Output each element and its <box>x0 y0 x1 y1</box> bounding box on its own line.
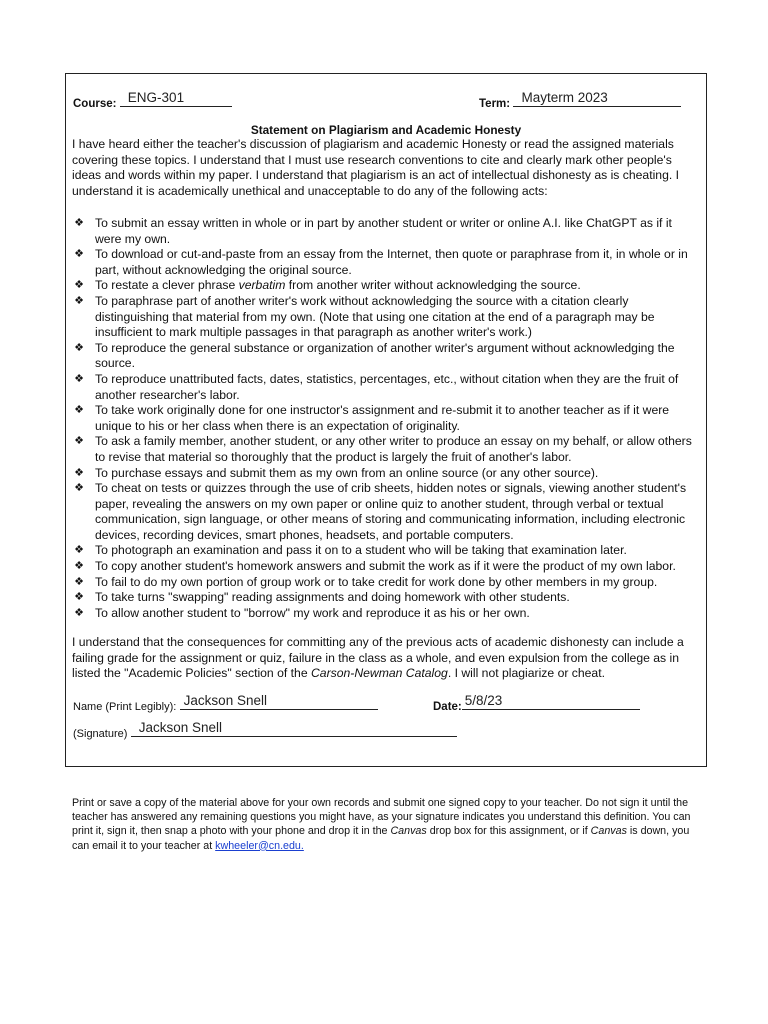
date-value: 5/8/23 <box>464 693 503 708</box>
intro-paragraph: I have heard either the teacher's discussion of plagiarism and academic Honesty or read the assigned materials covering these topics. I understand that I must use research conventions to cite and clearly mark other people's ideas and words within my paper. I understand that plagiarism is an act of intellectual dishonesty as is cheating. I understand it is academically unethical and unacceptable to do any of the following acts: <box>72 137 679 198</box>
list-item: ❖ To purchase essays and submit them as my own from an online source (or any other source). <box>72 466 700 482</box>
list-item: ❖ To take turns "swapping" reading assignments and doing homework with other students. <box>72 590 700 606</box>
diamond-bullet-icon: ❖ <box>74 372 84 385</box>
catalog-name: Carson-Newman Catalog <box>310 666 448 681</box>
diamond-bullet-icon: ❖ <box>74 404 84 417</box>
list-item: ❖ To fail to do my own portion of group work or to take credit for work done by other members in my group. <box>72 575 700 591</box>
diamond-bullet-icon: ❖ <box>74 606 84 619</box>
statement-title: Statement on Plagiarism and Academic Honesty <box>250 123 522 137</box>
diamond-bullet-icon: ❖ <box>74 341 84 354</box>
diamond-bullet-icon: ❖ <box>74 560 84 573</box>
list-item: ❖ To ask a family member, another student, or any other writer to produce an essay on my behalf, or allow others to revise that material so thoroughly that the product is largely the fruit of another's labor. <box>72 434 700 465</box>
list-item: ❖ To copy another student's homework answers and submit the work as if it were the product of my own labor. <box>72 559 700 575</box>
footer-instructions: Print or save a copy of the material above for your own records and submit one signed copy to your teacher. Do not sign it until the teacher has answered any remaining questions you might have, as your signature indicates you understand this definition. You can print it, sign it, then snap a photo with your phone and drop it in the Canvas drop box for this assignment, or if Canvas is down, you can email it to your teacher at kwheeler@cn.edu. <box>72 797 691 852</box>
list-item: ❖ To reproduce the general substance or organization of another writer's argument without acknowledging the source. <box>72 341 700 372</box>
date-field <box>433 695 640 713</box>
diamond-bullet-icon: ❖ <box>74 248 84 261</box>
list-item: ❖ To allow another student to "borrow" my work and reproduce it as his or her own. <box>72 606 700 622</box>
term-input[interactable] <box>513 92 681 107</box>
diamond-bullet-icon: ❖ <box>74 544 84 557</box>
course-value: ENG-301 <box>127 90 185 105</box>
diamond-bullet-icon: ❖ <box>74 482 84 495</box>
list-item: ❖ To cheat on tests or quizzes through the use of crib sheets, hidden notes or signals, viewing another student's paper, revealing the answers on my own paper or online quiz to another student, through verbal or textual communication, sign language, or other means of storing and communicating information, including electronic devices, recording devices, smart phones, headsets, and portable computers. <box>72 481 700 543</box>
diamond-bullet-icon: ❖ <box>74 466 84 479</box>
diamond-bullet-icon: ❖ <box>74 435 84 448</box>
course-input[interactable] <box>120 92 232 107</box>
list-item: ❖ To submit an essay written in whole or in part by another student or writer or online A.I. like ChatGPT as if it were my own. <box>72 216 700 247</box>
list-item: ❖ To photograph an examination and pass it on to a student who will be taking that examination later. <box>72 543 700 559</box>
term-field <box>479 92 681 110</box>
course-label: Course: <box>73 98 117 110</box>
diamond-bullet-icon: ❖ <box>74 217 84 229</box>
name-value: Jackson Snell <box>183 693 267 708</box>
teacher-email-link[interactable]: kwheeler@cn.edu. <box>215 839 304 852</box>
list-item: ❖ To restate a clever phrase verbatim from another writer without acknowledging the source. <box>72 278 700 294</box>
signature-value: Jackson Snell <box>138 720 223 735</box>
date-input[interactable] <box>462 695 640 710</box>
acts-list <box>72 216 700 621</box>
diamond-bullet-icon: ❖ <box>74 591 84 604</box>
term-value: Mayterm 2023 <box>521 90 608 105</box>
list-item: ❖ To paraphrase part of another writer's work without acknowledging the source with a citation clearly distinguishing that material from my own. (Note that using one citation at the end of a paragraph may be insufficient to mark multiple passages in that paragraph as another writer's work.) <box>72 294 700 341</box>
name-field <box>73 695 378 713</box>
course-field <box>73 92 232 110</box>
diamond-bullet-icon: ❖ <box>74 575 84 588</box>
list-item: ❖ To reproduce unattributed facts, dates, statistics, percentages, etc., without citation when they are the fruit of another researcher's labor. <box>72 372 700 403</box>
term-label: Term: <box>479 98 511 110</box>
signature-field <box>73 722 457 740</box>
signature-input[interactable] <box>131 722 457 737</box>
date-label: Date: <box>433 701 462 713</box>
signature-label: (Signature) <box>73 728 128 740</box>
diamond-bullet-icon: ❖ <box>74 294 84 307</box>
consequences-paragraph: I understand that the consequences for committing any of the previous acts of academic dishonesty can include a failing grade for the assignment or quiz, failure in the class as a whole, and even expulsion from the college as in listed the "Academic Policies" section of the Carson-Newman Catalog. I will not plagiarize or cheat. <box>72 635 684 681</box>
statement-form <box>65 73 707 767</box>
diamond-bullet-icon: ❖ <box>74 279 84 292</box>
name-input[interactable] <box>180 695 378 710</box>
name-label: Name (Print Legibly): <box>73 701 177 713</box>
list-item: ❖ To download or cut-and-paste from an essay from the Internet, then quote or paraphrase from it, in whole or in part, without acknowledging the original source. <box>72 247 700 278</box>
list-item: ❖ To take work originally done for one instructor's assignment and re-submit it to another teacher as if it were unique to his or her class when there is an expectation of originality. <box>72 403 700 434</box>
